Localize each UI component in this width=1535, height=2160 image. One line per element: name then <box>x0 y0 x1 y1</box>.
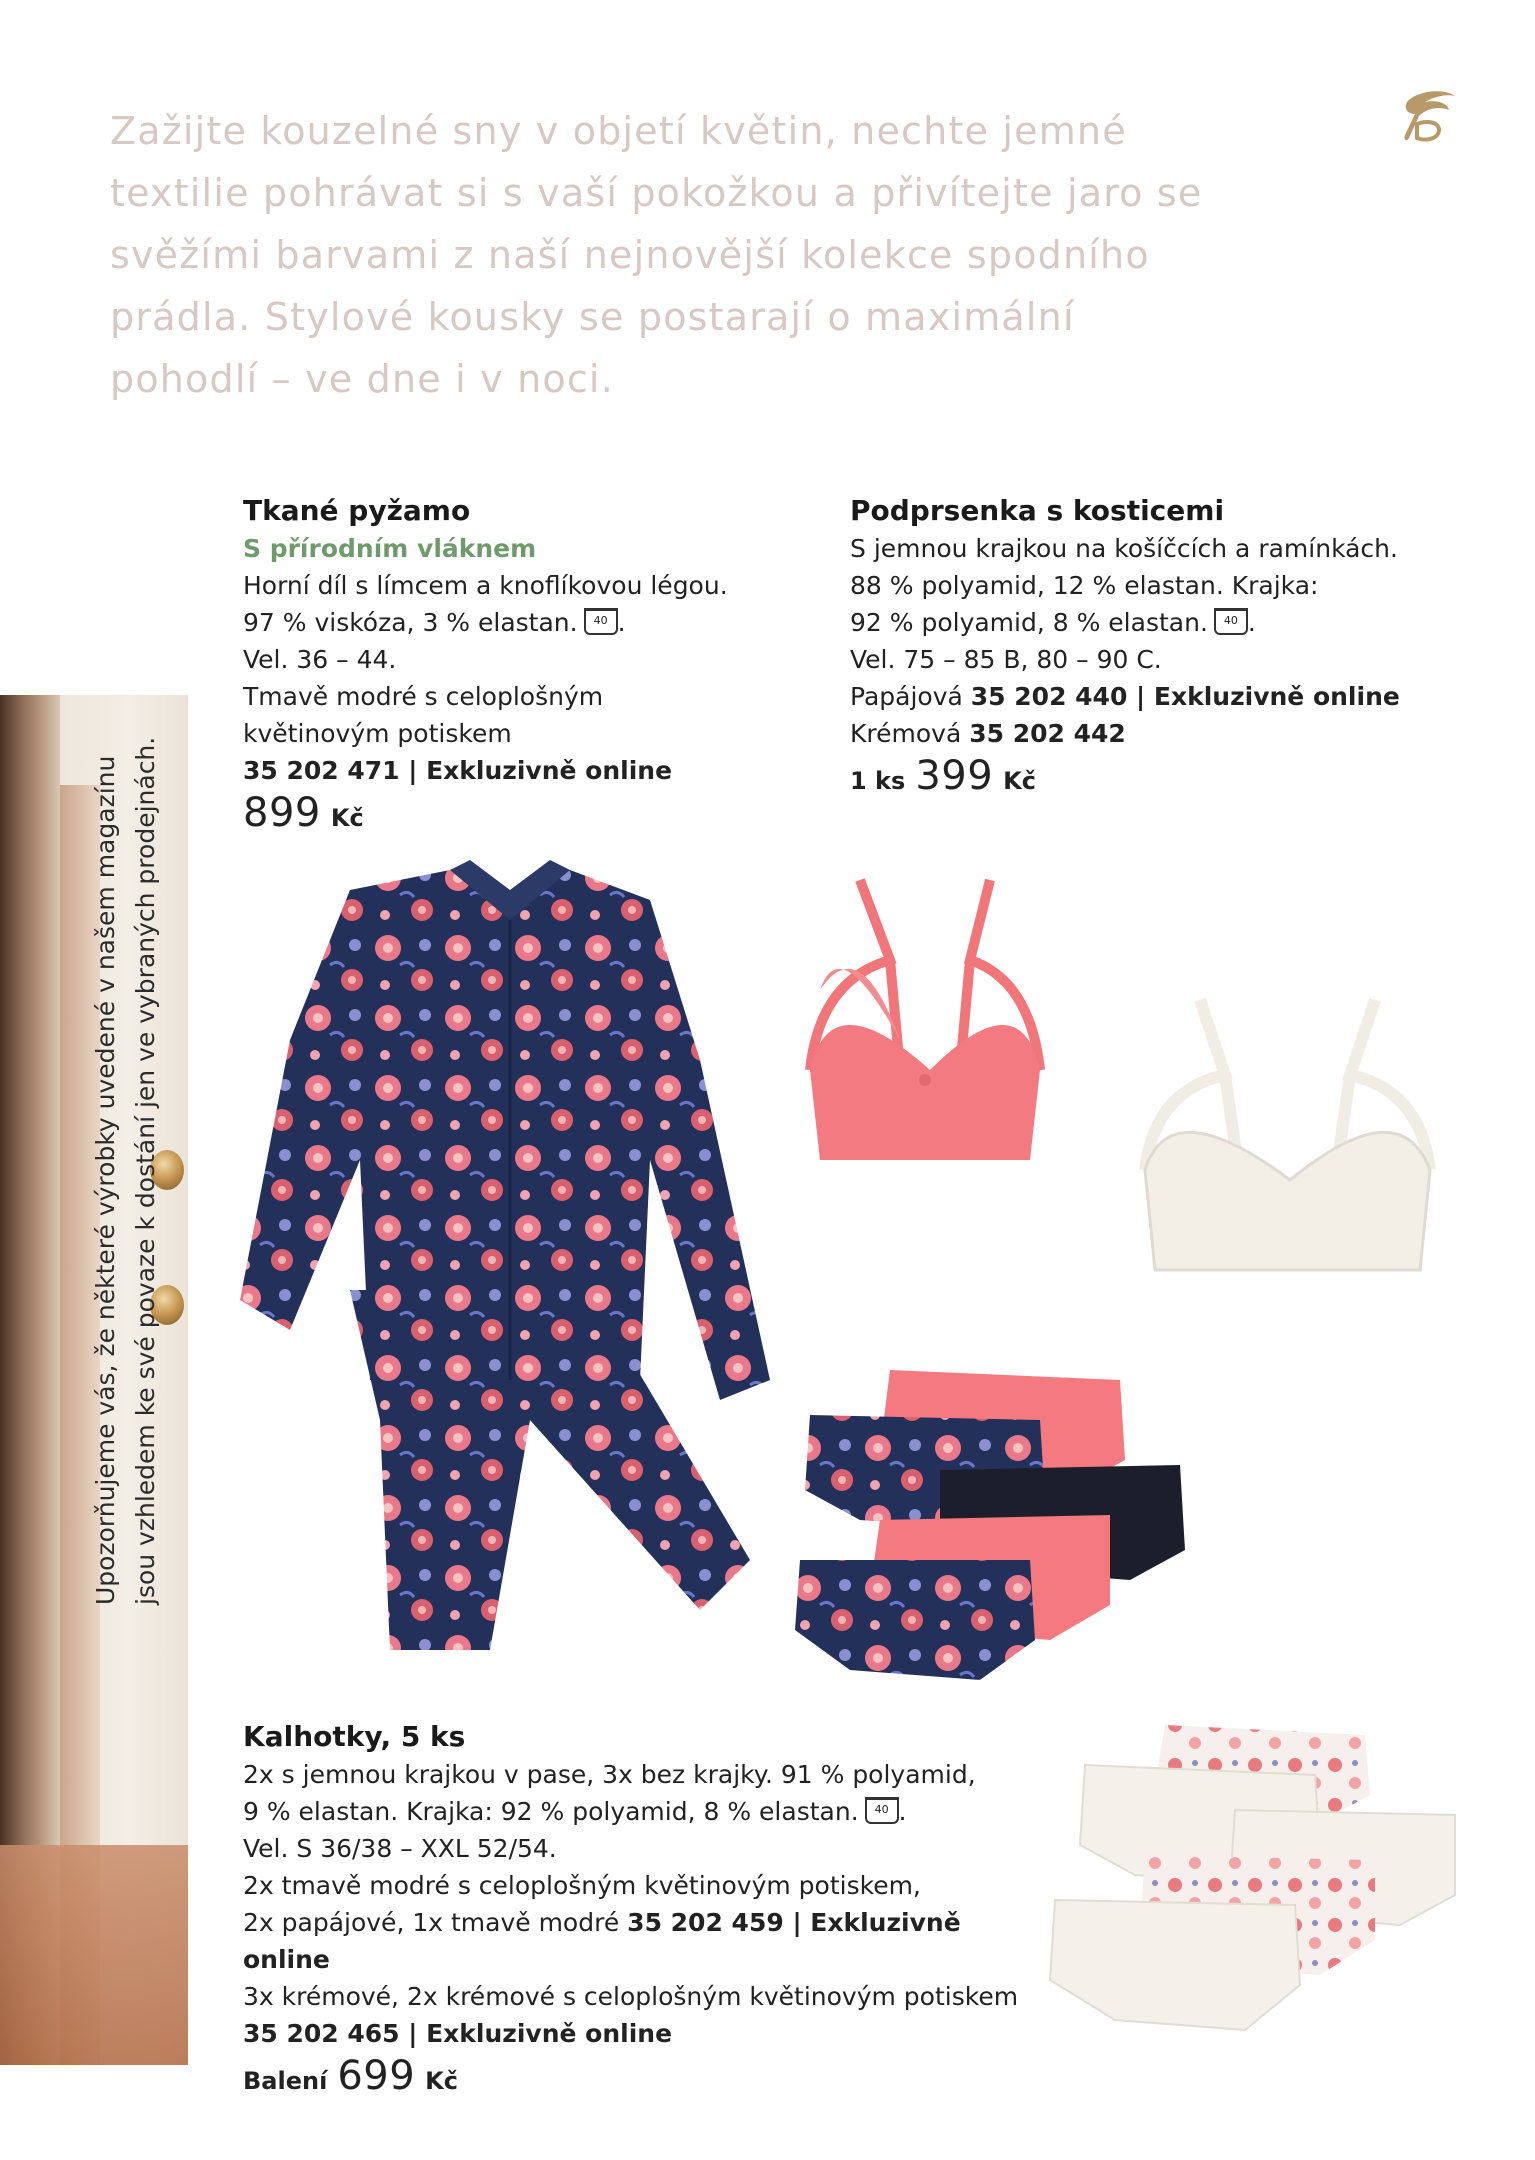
product-material: 88 % polyamid, 12 % elastan. Krajka: <box>850 571 1319 600</box>
product-code: 35 202 471 | Exkluzivně online <box>243 756 673 785</box>
product-lace: 92 % polyamid, 8 % elastan. 40 . <box>850 608 1256 637</box>
product-desc: Horní díl s límcem a knoflíkovou légou. <box>243 571 728 600</box>
price-value: 699 <box>337 2053 416 2099</box>
panties-set-image <box>790 1360 1210 1690</box>
price-currency: Kč <box>425 2067 458 2095</box>
pajamas-info <box>243 492 803 837</box>
floor <box>0 1845 188 2065</box>
variant-2-code: 35 202 465 | Exkluzivně online <box>243 2019 673 2048</box>
price <box>850 753 1450 800</box>
product-color: Tmavě modré s celoplošným <box>243 682 604 711</box>
variant-1: 2x papájové, 1x tmavě modré 35 202 459 | Exkluzivně online <box>243 1908 961 1974</box>
variant-2: Krémová 35 202 442 <box>850 719 1126 748</box>
sidebar-note: Upozorňujeme vás, že některé výrobky uvedené v našem magazínu jsou vzhledem ke své povaze k dostání jen ve vybraných prodejnách. <box>91 736 160 1605</box>
product-title: Podprsenka s kosticemi <box>850 494 1225 527</box>
product-sizes: Vel. S 36/38 – XXL 52/54. <box>243 1834 557 1863</box>
price-currency: Kč <box>1003 767 1036 795</box>
price-value: 399 <box>915 753 994 799</box>
price-currency: Kč <box>330 804 364 832</box>
product-colors: 2x tmavě modré s celoplošným květinovým potiskem, <box>243 1871 921 1900</box>
price <box>243 2053 1043 2100</box>
price-unit: Balení <box>243 2067 328 2095</box>
bra-info <box>850 492 1450 800</box>
product-material: 97 % viskóza, 3 % elastan. 40 . <box>243 608 626 637</box>
product-sizes: Vel. 36 – 44. <box>243 645 397 674</box>
product-sizes: Vel. 75 – 85 B, 80 – 90 C. <box>850 645 1162 674</box>
wash-40-icon: 40 <box>1214 608 1248 635</box>
intro-text: Zažijte kouzelné sny v objetí květin, nechte jemné textilie pohrávat si s vaší pokožkou a přivítejte jaro se svěžími barvami z naší nejnovější kolekce spodního prádla. Stylové kousky se postarají o maximální pohodlí – ve dne i v noci. <box>110 109 1203 401</box>
product-desc: 2x s jemnou krajkou v pase, 3x bez krajky. 91 % polyamid, <box>243 1760 976 1789</box>
panties-info <box>243 1718 1043 2100</box>
bra-papaya-image <box>800 870 1120 1170</box>
product-subtitle: S přírodním vláknem <box>243 534 537 563</box>
variant-1: Papájová 35 202 440 | Exkluzivně online <box>850 682 1400 711</box>
price <box>243 790 803 837</box>
tchibo-logo-icon <box>1395 80 1465 150</box>
product-desc: S jemnou krajkou na košíčcích a ramínkách. <box>850 534 1398 563</box>
product-color-cont: květinovým potiskem <box>243 719 512 748</box>
product-material: 9 % elastan. Krajka: 92 % polyamid, 8 % elastan. 40 . <box>243 1797 907 1826</box>
wash-40-icon: 40 <box>584 608 618 635</box>
price-value: 899 <box>243 790 321 836</box>
bra-cream-image <box>1130 990 1450 1280</box>
product-title: Tkané pyžamo <box>243 494 471 527</box>
pajamas-image <box>230 860 790 1660</box>
variant-2-desc: 3x krémové, 2x krémové s celoplošným květinovým potiskem <box>243 1982 1019 2011</box>
price-unit: 1 ks <box>850 767 906 795</box>
wash-40-icon: 40 <box>865 1797 899 1824</box>
panties-cream-set-image <box>1045 1715 1465 2045</box>
product-title: Kalhotky, 5 ks <box>243 1720 466 1753</box>
